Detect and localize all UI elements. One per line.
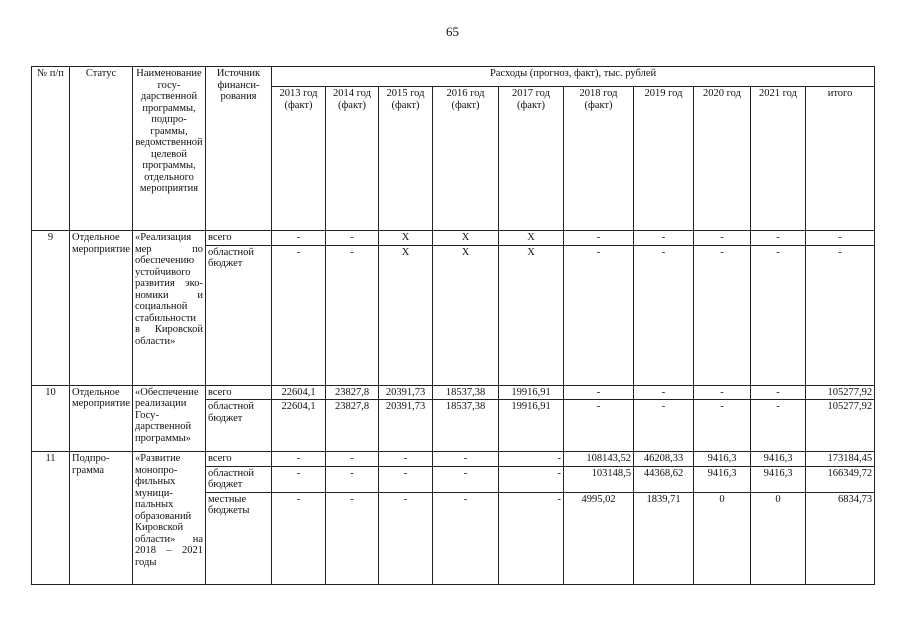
cell-value: 19916,91	[499, 385, 564, 400]
row-status: Подпрограмма	[70, 452, 133, 585]
row-source: всего	[206, 452, 272, 467]
cell-value: 19916,91	[499, 400, 564, 452]
cell-value: -	[751, 400, 806, 452]
cell-value: 9416,3	[694, 466, 751, 492]
cell-value: 9416,3	[751, 452, 806, 467]
cell-value: X	[379, 245, 433, 385]
header-year: 2020 год	[694, 87, 751, 231]
cell-value: 9416,3	[694, 452, 751, 467]
cell-value: X	[499, 245, 564, 385]
row-num: 9	[32, 231, 70, 386]
cell-value: 22604,1	[272, 385, 326, 400]
row-name: «Обеспечение реализации Государственной программы»	[133, 385, 206, 452]
cell-value: 4995,02	[564, 492, 634, 584]
cell-value: -	[499, 466, 564, 492]
row-source: местные бюджеты	[206, 492, 272, 584]
row-status: Отдельное мероприятие	[70, 231, 133, 386]
cell-total: -	[806, 231, 875, 246]
cell-value: 0	[751, 492, 806, 584]
cell-value: 103148,5	[564, 466, 634, 492]
cell-value: 20391,73	[379, 385, 433, 400]
header-year: 2021 год	[751, 87, 806, 231]
header-num: № п/п	[32, 67, 70, 231]
cell-value: -	[751, 385, 806, 400]
cell-value: -	[379, 492, 433, 584]
cell-value: -	[694, 385, 751, 400]
cell-value: X	[433, 245, 499, 385]
row-name: «Развитие монопрофильных муниципальных образований Кировской области» на 2018 – 2021 годы	[133, 452, 206, 585]
header-year: 2017 год (факт)	[499, 87, 564, 231]
row-num: 10	[32, 385, 70, 452]
cell-value: -	[326, 231, 379, 246]
table-row	[32, 452, 875, 467]
row-name: «Реализация мер по обеспечению устойчивого развития экономики и социальной стабильности в Кировской области»	[133, 231, 206, 386]
cell-value: 108143,52	[564, 452, 634, 467]
cell-total: 6834,73	[806, 492, 875, 584]
cell-total: -	[806, 245, 875, 385]
header-year: 2013 год (факт)	[272, 87, 326, 231]
cell-value: -	[326, 492, 379, 584]
cell-value: -	[272, 466, 326, 492]
row-source: всего	[206, 385, 272, 400]
cell-value: -	[379, 466, 433, 492]
cell-value: 22604,1	[272, 400, 326, 452]
cell-value: -	[634, 400, 694, 452]
header-total: итого	[806, 87, 875, 231]
table-row	[32, 231, 875, 246]
cell-value: 44368,62	[634, 466, 694, 492]
cell-value: -	[694, 245, 751, 385]
cell-value: X	[499, 231, 564, 246]
cell-value: -	[634, 245, 694, 385]
cell-total: 166349,72	[806, 466, 875, 492]
cell-value: -	[564, 385, 634, 400]
cell-value: -	[326, 452, 379, 467]
row-source: областной бюджет	[206, 400, 272, 452]
table-row	[32, 385, 875, 400]
cell-value: 23827,8	[326, 385, 379, 400]
header-year: 2015 год (факт)	[379, 87, 433, 231]
header-name: Наименование государственной программы, подпрограммы, ведомственной целевой программы, отдельного мероприятия	[133, 67, 206, 231]
cell-value: -	[272, 452, 326, 467]
header-year: 2014 год (факт)	[326, 87, 379, 231]
cell-value: 9416,3	[751, 466, 806, 492]
cell-value: X	[379, 231, 433, 246]
cell-value: -	[751, 231, 806, 246]
cell-value: -	[326, 466, 379, 492]
cell-value: -	[499, 492, 564, 584]
cell-value: -	[564, 245, 634, 385]
cell-total: 173184,45	[806, 452, 875, 467]
header-year: 2019 год	[634, 87, 694, 231]
cell-value: -	[326, 245, 379, 385]
cell-value: 1839,71	[634, 492, 694, 584]
cell-value: -	[634, 231, 694, 246]
header-year: 2016 год (факт)	[433, 87, 499, 231]
cell-value: -	[272, 231, 326, 246]
header-source: Источник финансирования	[206, 67, 272, 231]
header-expenses: Расходы (прогноз, факт), тыс. рублей	[272, 67, 875, 87]
header-year: 2018 год (факт)	[564, 87, 634, 231]
cell-value: -	[272, 245, 326, 385]
row-num: 11	[32, 452, 70, 585]
cell-value: 23827,8	[326, 400, 379, 452]
cell-value: -	[433, 492, 499, 584]
cell-value: -	[564, 231, 634, 246]
header-status: Статус	[70, 67, 133, 231]
cell-value: 18537,38	[433, 400, 499, 452]
cell-value: 18537,38	[433, 385, 499, 400]
cell-total: 105277,92	[806, 400, 875, 452]
cell-total: 105277,92	[806, 385, 875, 400]
cell-value: X	[433, 231, 499, 246]
cell-value: -	[564, 400, 634, 452]
cell-value: -	[751, 245, 806, 385]
cell-value: 20391,73	[379, 400, 433, 452]
cell-value: -	[499, 452, 564, 467]
cell-value: -	[694, 231, 751, 246]
row-source: всего	[206, 231, 272, 246]
cell-value: -	[433, 452, 499, 467]
cell-value: -	[694, 400, 751, 452]
expenses-table	[31, 66, 875, 585]
cell-value: -	[433, 466, 499, 492]
row-status: Отдельное мероприятие	[70, 385, 133, 452]
cell-value: -	[634, 385, 694, 400]
cell-value: -	[272, 492, 326, 584]
row-source: областной бюджет	[206, 245, 272, 385]
row-source: областной бюджет	[206, 466, 272, 492]
page-number: 65	[446, 24, 459, 39]
cell-value: 46208,33	[634, 452, 694, 467]
cell-value: 0	[694, 492, 751, 584]
cell-value: -	[379, 452, 433, 467]
